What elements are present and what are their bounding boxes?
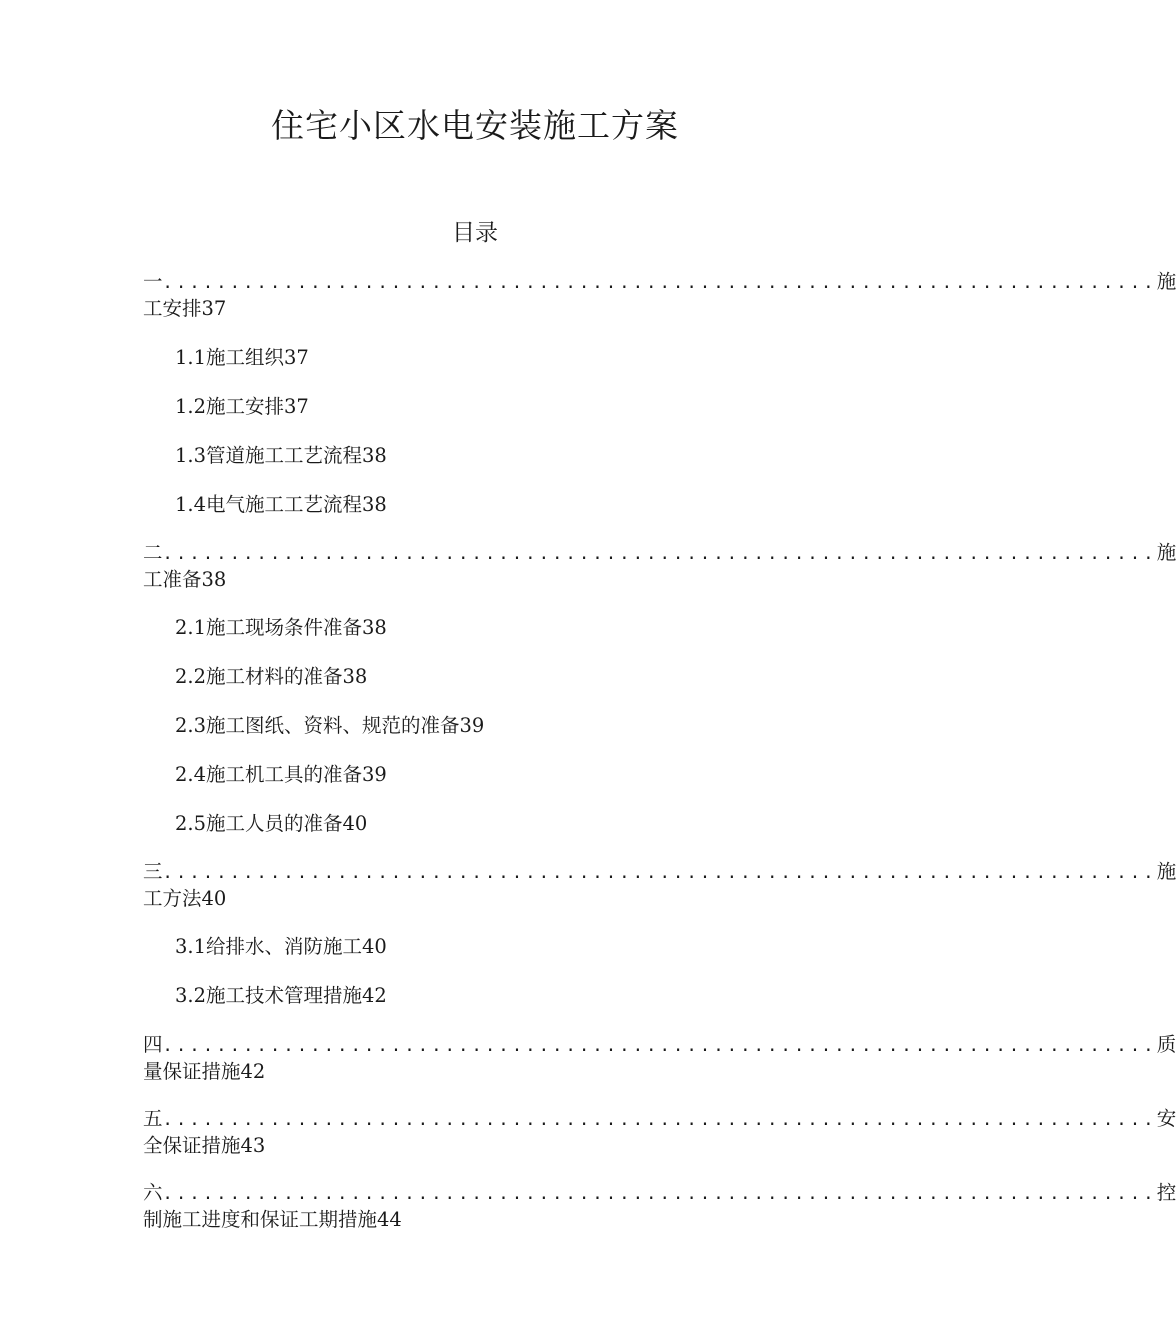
toc-section-1[interactable] [143, 266, 1176, 320]
page-number: 40 [362, 935, 387, 958]
section-title-rest: 全保证措施 [143, 1134, 241, 1157]
toc-section-2[interactable] [143, 537, 1176, 591]
dot-leader: .......................................................................... [162, 1184, 1157, 1204]
toc-subsection-2-4[interactable] [175, 759, 387, 786]
section-number: 六 [143, 1181, 163, 1204]
subsection-label: 1.3管道施工工艺流程 [175, 444, 363, 467]
section-title-rest: 工方法 [143, 887, 202, 910]
subsection-label: 1.1施工组织 [175, 346, 285, 369]
page-number: 39 [362, 763, 387, 786]
section-title-start: 施 [1156, 860, 1176, 883]
subsection-label: 2.1施工现场条件准备 [175, 616, 363, 639]
toc-section-4[interactable] [143, 1029, 1176, 1083]
toc-section-5[interactable] [143, 1103, 1176, 1157]
subsection-label: 3.2施工技术管理措施 [175, 984, 363, 1007]
section-number: 五 [143, 1107, 163, 1130]
toc-heading: 目录 [452, 220, 498, 246]
toc-subsection-2-1[interactable] [175, 612, 387, 639]
toc-section-6[interactable] [143, 1177, 1176, 1231]
toc-subsection-1-1[interactable] [175, 342, 309, 369]
page-number: 39 [459, 714, 485, 737]
page-number: 37 [201, 297, 227, 320]
page-number: 44 [377, 1208, 402, 1231]
page-number: 38 [362, 493, 387, 516]
toc-section-3[interactable] [143, 856, 1176, 910]
page-number: 38 [201, 568, 227, 591]
toc-subsection-1-4[interactable] [175, 489, 387, 516]
subsection-label: 2.4施工机工具的准备 [175, 763, 363, 786]
subsection-label: 2.2施工材料的准备 [175, 665, 343, 688]
subsection-label: 3.1给排水、消防施工 [175, 935, 363, 958]
section-number: 一 [143, 270, 163, 293]
page-number: 43 [240, 1134, 266, 1157]
toc-subsection-1-3[interactable] [175, 440, 387, 467]
subsection-label: 1.4电气施工工艺流程 [175, 493, 363, 516]
section-title-start: 控 [1156, 1181, 1176, 1204]
dot-leader: .......................................................................... [162, 863, 1157, 883]
section-title-start: 质 [1156, 1033, 1176, 1056]
subsection-label: 2.5施工人员的准备 [175, 812, 343, 835]
section-title-start: 施 [1156, 270, 1176, 293]
toc-subsection-2-2[interactable] [175, 661, 367, 688]
section-title-start: 施 [1156, 541, 1176, 564]
page-number: 38 [342, 665, 368, 688]
section-number: 二 [143, 541, 163, 564]
page-number: 42 [240, 1060, 266, 1083]
page-number: 42 [362, 984, 387, 1007]
subsection-label: 2.3施工图纸、资料、规范的准备 [175, 714, 460, 737]
section-title-start: 安 [1156, 1107, 1176, 1130]
section-title-rest: 工安排 [143, 297, 202, 320]
dot-leader: .......................................................................... [162, 1110, 1157, 1130]
page-number: 40 [201, 887, 227, 910]
toc-subsection-3-1[interactable] [175, 931, 387, 958]
section-title-rest: 制施工进度和保证工期措施 [143, 1208, 378, 1231]
subsection-label: 1.2施工安排 [175, 395, 285, 418]
section-title-rest: 量保证措施 [143, 1060, 241, 1083]
dot-leader: .......................................................................... [162, 1036, 1157, 1056]
section-number: 三 [143, 860, 163, 883]
page-number: 38 [362, 444, 387, 467]
dot-leader: .......................................................................... [162, 544, 1157, 564]
page-title: 住宅小区水电安装施工方案 [271, 106, 679, 145]
toc-subsection-3-2[interactable] [175, 980, 387, 1007]
page-number: 37 [284, 346, 309, 369]
page-number: 40 [342, 812, 368, 835]
page-number: 38 [362, 616, 387, 639]
page-number: 37 [284, 395, 309, 418]
section-number: 四 [143, 1033, 163, 1056]
section-title-rest: 工准备 [143, 568, 202, 591]
toc-subsection-1-2[interactable] [175, 391, 309, 418]
toc-subsection-2-5[interactable] [175, 808, 367, 835]
dot-leader: .......................................................................... [162, 273, 1157, 293]
toc-subsection-2-3[interactable] [175, 710, 484, 737]
